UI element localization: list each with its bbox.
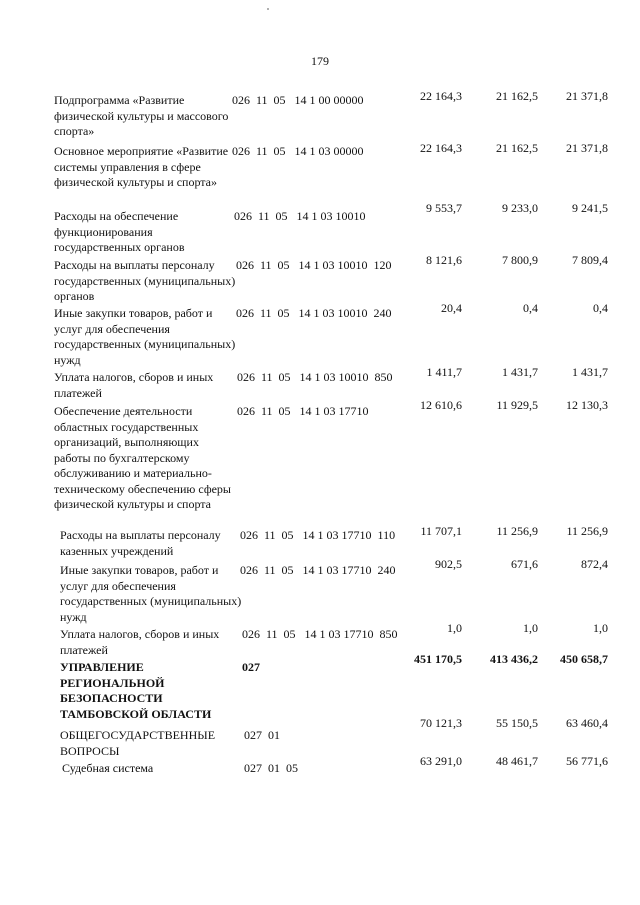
value-col1: 22 164,3: [420, 89, 462, 103]
value-col3: 0,4: [593, 301, 608, 315]
row-name: УПРАВЛЕНИЕ РЕГИОНАЛЬНОЙ БЕЗОПАСНОСТИ ТАМБОВСКОЙ ОБЛАСТИ: [60, 660, 212, 721]
value-col3: 9 241,5: [572, 201, 608, 215]
value-col3: 21 371,8: [566, 141, 608, 155]
value-col1: 11 707,1: [420, 524, 462, 538]
value-col2: 11 256,9: [496, 524, 538, 538]
row-code: 026 11 05 14 1 03 10010: [234, 209, 366, 223]
value-col1: 70 121,3: [420, 716, 462, 730]
value-col1: 9 553,7: [426, 201, 462, 215]
row-code: 026 11 05 14 1 03 17710: [237, 404, 369, 418]
row-name: Расходы на обеспечение функционирования государственных органов: [54, 209, 185, 254]
value-col3: 450 658,7: [560, 652, 608, 666]
row-name: ОБЩЕГОСУДАРСТВЕННЫЕ ВОПРОСЫ: [60, 728, 216, 758]
value-col2: 48 461,7: [496, 754, 538, 768]
value-col1: 22 164,3: [420, 141, 462, 155]
value-col1: 451 170,5: [414, 652, 462, 666]
row-name: Основное мероприятие «Развитие системы управления в сфере физической культуры и спорта»: [54, 144, 229, 189]
value-col3: 56 771,6: [566, 754, 608, 768]
row-name: Расходы на выплаты персоналу государственных (муниципальных) органов: [54, 258, 236, 303]
value-col3: 21 371,8: [566, 89, 608, 103]
value-col1: 63 291,0: [420, 754, 462, 768]
row-code: 026 11 05 14 1 03 17710 110: [240, 528, 396, 542]
row-code: 026 11 05 14 1 03 17710 240: [240, 563, 396, 577]
value-col3: 1 431,7: [572, 365, 608, 379]
row-code: 026 11 05 14 1 03 00000: [232, 144, 364, 158]
value-col1: 12 610,6: [420, 398, 462, 412]
row-name: Подпрограмма «Развитие физической культуры и массового спорта»: [54, 93, 229, 138]
value-col2: 55 150,5: [496, 716, 538, 730]
row-code: 026 11 05 14 1 03 10010 120: [236, 258, 392, 272]
row-name: Иные закупки товаров, работ и услуг для обеспечения государственных (муниципальных) нужд: [60, 563, 242, 624]
row-name: Судебная система: [62, 761, 154, 775]
value-col2: 0,4: [523, 301, 538, 315]
value-col2: 9 233,0: [502, 201, 538, 215]
value-col3: 7 809,4: [572, 253, 608, 267]
row-name: Расходы на выплаты персоналу казенных учреждений: [60, 528, 221, 558]
value-col2: 1 431,7: [502, 365, 538, 379]
value-col2: 7 800,9: [502, 253, 538, 267]
value-col2: 671,6: [511, 557, 538, 571]
value-col2: 413 436,2: [490, 652, 538, 666]
value-col1: 8 121,6: [426, 253, 462, 267]
row-code: 026 11 05 14 1 03 17710 850: [242, 627, 398, 641]
row-code: 026 11 05 14 1 03 10010 850: [237, 370, 393, 384]
value-col3: 63 460,4: [566, 716, 608, 730]
row-name: Уплата налогов, сборов и иных платежей: [54, 370, 214, 400]
row-code: 027 01 05: [244, 761, 298, 775]
row-code: 027: [242, 660, 260, 674]
value-col2: 21 162,5: [496, 89, 538, 103]
value-col1: 1,0: [447, 621, 462, 635]
row-name: Иные закупки товаров, работ и услуг для обеспечения государственных (муниципальных) нужд: [54, 306, 236, 367]
row-name: Обеспечение деятельности областных государственных организаций, выполняющих работы по бухгалтерскому обслуживанию и материально-техническому обеспечению сферы физической культуры и спорта: [54, 404, 231, 511]
value-col1: 20,4: [441, 301, 462, 315]
value-col1: 1 411,7: [426, 365, 462, 379]
row-code: 026 11 05 14 1 00 00000: [232, 93, 364, 107]
row-code: 026 11 05 14 1 03 10010 240: [236, 306, 392, 320]
page-number: 179: [311, 54, 329, 68]
value-col3: 872,4: [581, 557, 608, 571]
scan-speck: [267, 8, 269, 10]
value-col3: 11 256,9: [566, 524, 608, 538]
row-code: 027 01: [244, 728, 280, 742]
value-col2: 11 929,5: [496, 398, 538, 412]
value-col3: 12 130,3: [566, 398, 608, 412]
value-col1: 902,5: [435, 557, 462, 571]
value-col3: 1,0: [593, 621, 608, 635]
value-col2: 21 162,5: [496, 141, 538, 155]
value-col2: 1,0: [523, 621, 538, 635]
row-name: Уплата налогов, сборов и иных платежей: [60, 627, 220, 657]
